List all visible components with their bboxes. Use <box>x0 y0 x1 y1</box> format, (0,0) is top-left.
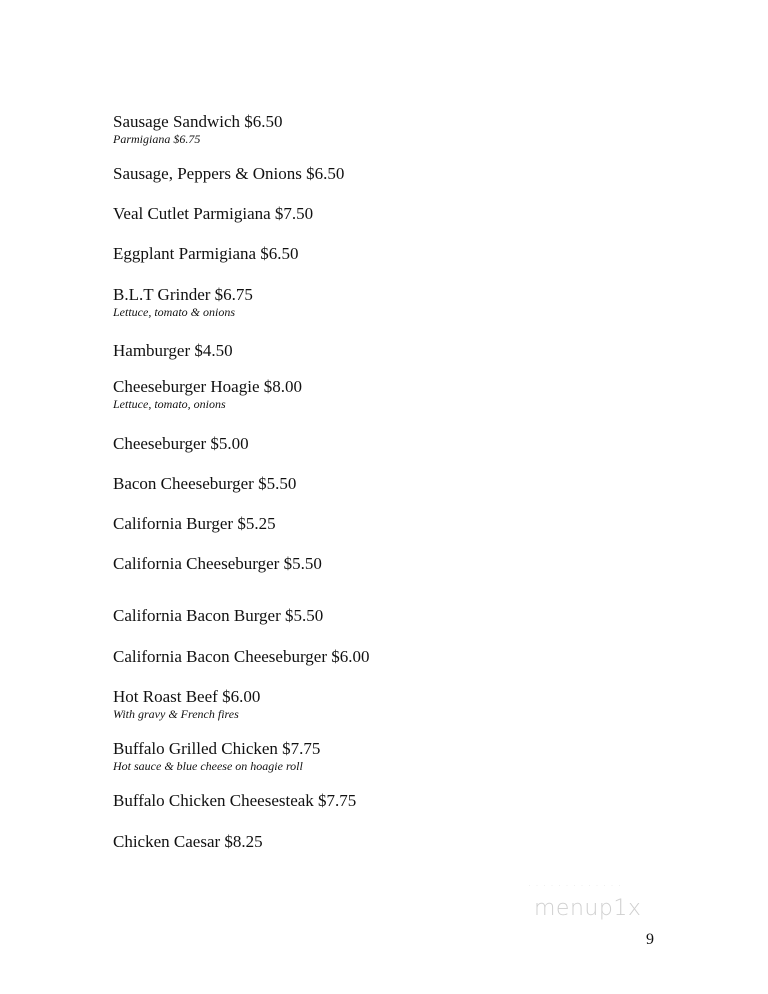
menu-item <box>113 244 299 264</box>
menu-item-name: Buffalo Chicken Cheesesteak $7.75 <box>113 791 357 810</box>
menu-item <box>113 341 233 361</box>
menu-item <box>113 554 322 574</box>
menu-item <box>113 377 302 411</box>
menu-item <box>113 832 263 852</box>
menu-item <box>113 434 249 454</box>
watermark <box>520 870 690 940</box>
menu-item <box>113 164 344 184</box>
menu-item-name: Buffalo Grilled Chicken $7.75 <box>113 739 321 758</box>
menu-item-description: Parmigiana $6.75 <box>113 132 201 146</box>
menu-item-description: Lettuce, tomato, onions <box>113 397 226 411</box>
menu-item-name: B.L.T Grinder $6.75 <box>113 285 253 304</box>
menu-item-name: Chicken Caesar $8.25 <box>113 832 263 851</box>
menu-item-name: California Cheeseburger $5.50 <box>113 554 322 573</box>
menu-item-description: Lettuce, tomato & onions <box>113 305 235 319</box>
menu-item <box>113 606 323 626</box>
menu-item-name: Veal Cutlet Parmigiana $7.50 <box>113 204 314 223</box>
menu-item-name: Sausage Sandwich $6.50 <box>113 112 283 131</box>
menu-item <box>113 474 296 494</box>
menu-item <box>113 285 253 319</box>
menu-item-description: Hot sauce & blue cheese on hoagie roll <box>113 759 303 773</box>
menu-item-name: Sausage, Peppers & Onions $6.50 <box>113 164 345 183</box>
menu-item-name: Bacon Cheeseburger $5.50 <box>113 474 297 493</box>
watermark-caption: · · · · · · · · · · · · · <box>528 880 622 890</box>
menu-item-name: California Burger $5.25 <box>113 514 276 533</box>
menu-item <box>113 791 356 811</box>
watermark-logo: menup1x <box>534 896 642 921</box>
page-number: 9 <box>646 931 654 948</box>
menu-item-name: Hamburger $4.50 <box>113 341 233 360</box>
menu-item <box>113 204 313 224</box>
menu-item-name: Cheeseburger Hoagie $8.00 <box>113 377 302 396</box>
menu-item-name: Eggplant Parmigiana $6.50 <box>113 244 299 263</box>
menu-item-name: Cheeseburger $5.00 <box>113 434 249 453</box>
menu-item <box>113 514 276 534</box>
menu-item-name: California Bacon Cheeseburger $6.00 <box>113 647 370 666</box>
menu-item <box>113 687 260 721</box>
menu-item-description: With gravy & French fires <box>113 707 239 721</box>
menu-item-name: California Bacon Burger $5.50 <box>113 606 324 625</box>
menu-item <box>113 112 283 146</box>
menu-item <box>113 739 320 773</box>
menu-item <box>113 647 370 667</box>
menu-item-name: Hot Roast Beef $6.00 <box>113 687 261 706</box>
